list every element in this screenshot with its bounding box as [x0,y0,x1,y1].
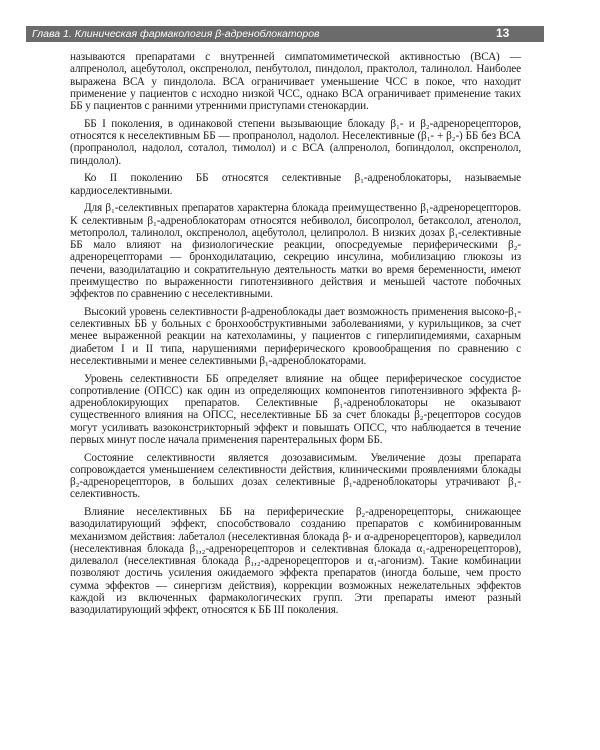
body-text [70,51,521,622]
paragraph: Состояние селективности является дозозависимым. Увеличение дозы препарата сопровождается уменьшением селективности действия, клиническими проявлениями блокады β₂-адренорецепторов, в больших дозах селективные β₁-адреноблокаторы утрачивают β₁-селективность. [70,451,521,501]
paragraph: называются препаратами с внутренней симпатомиметической активностью (ВСА) — алпренолол, ацебутолол, окспренолол, пенбутолол, пиндолол, практолол, талинолол. Наиболее выражена ВСА у пиндолола. ВСА ограничивает уменьшение ЧСС в покое, что находит применение у пациентов с исходно низкой ЧСС, однако ВСА ограничивает применение таких ББ у пациентов с ранними утренними приступами стенокардии. [70,51,521,112]
paragraph: ББ I поколения, в одинаковой степени вызывающие блокаду β₁- и β₂-адренорецепторов, относятся к неселективным ББ — пропранолол, надолол. Неселективные (β₁- + β₂-) ББ без ВСА (пропранолол, надолол, соталол, тимолол) и с ВСА (алпренолол, бопиндолол, окспренолол, пиндолол). [70,117,521,167]
paragraph: Ко II поколению ББ относятся селективные β₁-адреноблокаторы, называемые кардиоселективными. [70,172,521,197]
page-number: 13 [496,26,510,40]
paragraph: Уровень селективности ББ определяет влияние на общее периферическое сосудистое сопротивление (ОПСС) как один из определяющих компонентов гипотензивного эффекта β-адреноблокирующих препаратов. Селективные β₁-адреноблокаторы не оказывают существенного влияния на ОПСС, неселективные ББ за счет блокады β₂-рецепторов сосудов могут усиливать вазоконстрикторный эффект и повышать ОПСС, что наблюдается в течение первых минут после начала применения парентеральных форм ББ. [70,372,521,446]
chapter-title: Глава 1. Клиническая фармакология β-адреноблокаторов [32,28,320,40]
page-header [26,26,544,42]
paragraph: Высокий уровень селективности β-адреноблокады дает возможность применения высоко-β₁-селективных ББ у больных с бронхообструктивными заболеваниями, у курильщиков, за счет менее выраженной реакции на катехоламины, у пациентов с гиперлипидемиями, сахарным диабетом I и II типа, нарушениями периферического кровообращения по сравнению с неселективными и менее селективными β₁-адреноблокаторами. [70,305,521,367]
paragraph: Влияние неселективных ББ на периферические β₂-адренорецепторы, снижающее вазодилатирующий эффект, способствовало созданию препаратов с комбинированным механизмом действия: лабеталол (неселективная блокада β- и α-адренорецепторов), карведилол (неселективная блокада β₁,₂-адренорецепторов и селективная блокада α₁-адренорецепторов), дилевалол (неселективная блокада β₁,₂-адренорецепторов и α₁-агонизм). Такие комбинации позволяют достичь усиления ожидаемого эффекта препаратов (иногда больше, чем просто сумма эффектов — синергизм действия), коррекции возможных нежелательных эффектов каждой из включенных фармакологических групп. Эти препараты имеют разный вазодилатирующий эффект, относятся к ББ III поколения. [70,506,521,616]
paragraph: Для β₁-селективных препаратов характерна блокада преимущественно β₁-адренорецепторов. К селективным β₁-адреноблокаторам относятся небиволол, бисопролол, бетаксолол, атенолол, метопролол, талинолол, окспренолол, ацебутолол, целипролол. В низких дозах β₁-селективные ББ мало влияют на физиологические реакции, опосредуемые периферическими β₂-адренорецепторами — бронходилатацию, секрецию инсулина, мобилизацию глюкозы из печени, вазодилатацию и сократительную деятельность матки во время беременности, имеют преимущество по выраженности гипотензивного действия и меньшей частоте побочных эффектов по сравнению с неселективными. [70,202,521,300]
